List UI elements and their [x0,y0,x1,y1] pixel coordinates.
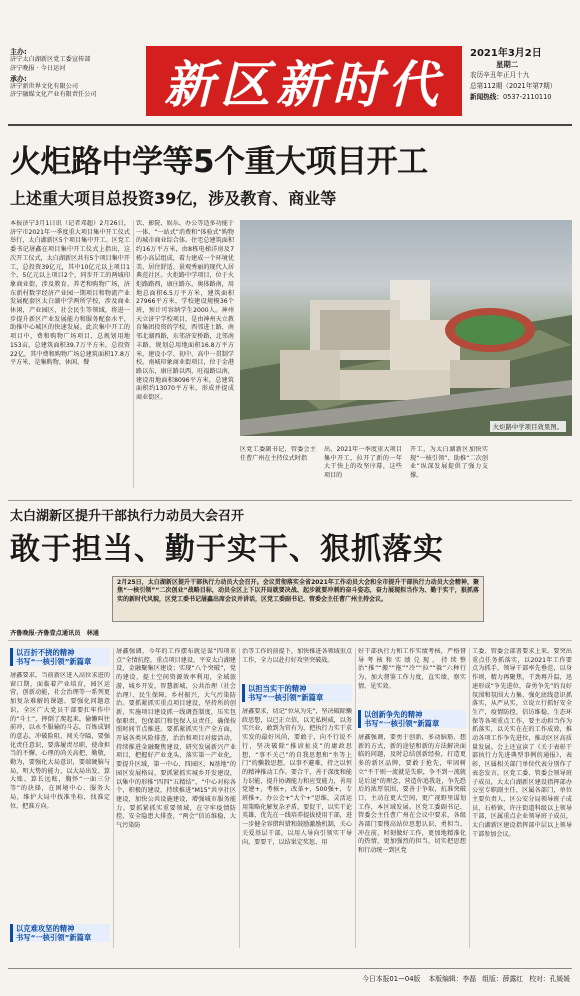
subhead-pill-1 [10,648,110,666]
footer-pages: 今日本报01—04版 [362,975,421,983]
photo-caption: 火炬路中学项目效果图。 [490,421,566,432]
column-divider [355,648,356,948]
pill-3: 以担当实干的精神 书写“一核引领”新篇章 [242,684,352,702]
sponsor-1: 济宁太白湖新区党工委宣传部 [10,56,91,64]
organizer-1: 济宁新世界文化有限公司 [10,83,79,91]
second-column-3b: 屠鑫要求，切记“位从为先”，坚决破除懒政思想，以已正立信，以无私树威，以务实兴业，敢到为官有为，把执行力实干求实发的最好风尚，要敢于，向不行说不行，坚决破除“推谚扯皮”的庸政思想，“事不关己”的自我思想和“坐等上门”的懒散思想，以事不避难，持之以恒的精神推动工作。要合干，善于深度和能力识能，提升协调能力和应变能力，善用党建+，考核+，改革+，500强+，专班推+，办公会+“大个+”思维，灵活运用策略化解复杂矛盾，要促干，以实干论英雄，优先在一线培养提拔使用干部，进一步健全容错纠错和鼓励激励机制，关心关爱基层干部，以用人导向引领实干导向，要要干，以结果定奖惩，用 [242,708,352,846]
column-divider [113,648,114,948]
issue-date: 2021年3月2日 [470,48,542,59]
issue-lunar: 农历辛丑年正月十九 [470,71,530,79]
second-headline: 敢于担当、勤于实干、狠抓落实 [10,532,444,567]
lead-subhead: 上述重大项目总投资39亿，涉及教育、商业等 [10,189,337,208]
byline-label: 齐鲁晚报·齐鲁壹点通讯员 [10,630,81,637]
hotline-number: 0537-2110110 [502,93,552,101]
byline-name: 林通 [86,630,99,637]
issue-number: 总第112期（2021年第7期） [470,82,557,90]
masthead-divider [8,124,572,126]
byline [10,630,210,638]
issue-weekday: 星期二 [496,60,519,69]
school-rendering-image [240,220,572,436]
pill-2: 以克难攻坚的精神 书写“一核引领”新篇章 [10,924,110,942]
second-column-5: 工委、管委会部署要求上来。要突出重点任务抓落实，以2021年工作要点为抓手，领导干部率先垂范，以身作则，精力再聚焦，干劲再升温，迅速形成“争先进位，奋勇争先”的良好氛围和氛围大力集，强化底线意识抓落实，从严从实，立说立行抓好安全生产，疫情防控，信访维稳，生态环保等各项重点工作，要主动担当作为抓落实，以关实在在的工作成效，推动各项工作争先进位，推动区区高质量发展。会上还宣读了《关于表彰干部执行力先进典型事例的通报》，表彰，区属相关部门单位代表分别作了表态发言。区党工委、管委会领导班子成员，大太白湖新区建设指挥部办公室专职副主任，区属各部门，单位主要负责人，区公安分局领导班子成员，石桥镇、许庄街道科级以上领导干部，区属重点企业领导班子成员，太白湖新区建设指挥部中层以上领导干部参加会议。 [472,648,572,838]
pill-4: 以创新争先的精神 书写“一核引领”新篇章 [358,710,466,728]
second-column-2: 屠鑫强调，今年的工作摆布就是谋“四项重点”全情抗控，重点项目建设、平安太白湖建设，金融聚集区建设；实现“八个突破”，党的建设，提土空间资源效率利用，全域旅游，城乡开发，智慧新城，公共治理（社会治理）、民生保障，乡村振兴，大气污染防治。要抓紧抓实重点项目建设，坚持所的创新，实施项目建设抓一线调查制度，压实包保职责，包保部门和包保人员责任，确保按照时间节点推进。要抓紧抓实生产全方面，开展各类风险排查，治治和项目对接活动，持续推进金融聚焦建设，研究发展新兴产业项目，把握好产业龙头，落实第一产业化，要提升区域，第一中心、四园区、N基地”的园区发展格局，要抓紧抓实城乡开发建设，以集中的形推“四四”五精结”，“中心对标各个，积极的建设，持续推进“M15”共享社区建设，加快公共设施建设，增强城市服务能力。要抓紧抓实重要领域，在守牢疫情防控，安全隐患大排查，“两会”信访维稳，大气污染防 [116,648,236,830]
lead-column-2: 饮、影院、娱乐、办公等适多功能于一体，“一站式”消费和“体验式”购物的城市商业综合体。住宅总建筑面积约16万平方米，由8栋电梯洋房及7栋小高层组成，着力建成一个环境优美、居住舒适、景观秀丽的现代人居典范社区。火炬路中学项目，位于火炬路路西，康庄路东，奥体路南，用地总面积6.5万平方米，建筑面积27966平方米，学校建设规模36个班，预计可容纳学生2000人。神州天立济宁学校项目，是由神州天立教育集团投资的学校，西邻进士路，南邻北湖西路，东邻济安桥路，北邻南丰路，规划总用地面积16.8万平方米，建设小学、初中、高中一贯制学校。南城印象商业街项目，位于金港路以东，康庄路以西，旺福路以南，建设用地面积8096平方米，总建筑面积约13070平方米，形成并提成商业街区。 [136,220,234,402]
school-rendering-illustration [240,220,572,436]
lead-column-5: 开工，为太白湖新区加快实现“一核引领”、助推“二次创业”纵深发展提供了强力支撑。 [410,446,488,480]
byline-divider [8,640,572,641]
footer-proof-label: 校对： [529,975,550,983]
footer-designer: 薛露红 [502,975,524,983]
issue-block [470,48,574,103]
footer-editor: 李磊 [462,975,477,983]
second-kicker: 太白湖新区提升干部执行力动员大会召开 [10,509,245,524]
second-column-1: 屠鑫要求，当前新区进入高位求进的窗口期，面临着产业培育，园区运营，创新动能，社会治理等一系列更加复杂难解的课题。要强化问题意识，全区广大党员干部要扛牢作中的“斗士”，摔倒了爬起来，偷懒叫往前冲，以永不服输的斗志，百炼成钢的意志，冲破险阻，闯关夺隘，要强化责任意识，要落履责尽职，使命担当的不懈、心理的尚关高把，勤敬，勤为，要强化大局意识，要端硬脑与局，明大势的能力，以大局出发、算大账、算长远账，胸怀“一面三分等”的抉择，在困境中心、服务大局，维护大局中找准坐标，找准定位，把准方向。 [10,672,110,810]
lead-column-3: 区党工委副书记、管委会主任曹广州在主持仪式时指 [240,446,316,462]
lead-headline: 火炬路中学等5个重大项目开工 [10,144,428,180]
masthead-title: 新区新时代 [164,55,444,114]
sponsor-block [10,48,160,100]
footer-divider [8,968,572,969]
second-column-4b: 屠鑫强调，要勇于创新，多动脑筋、想新的方式，新的途径和新的方法解决面临的问题，及时总结创新经验，打造更多的新区品牌，要敢于抢先，牢固树立“不干则一流就是失职，争不到一流就是后退”的理念，营造你追我赶，争先恐后的浓厚氛围，要善于争取，抗准突破口，主动在更大空间，更广视野里谋划工作，本区域发展。区党工委副书记，管委会主任曹广州在会议中要求，各级各部门要搜高站位思想认识，勇担当、冲在前，时刻做好工作，更加地精准化的热情，更加强烈的担当，切实把思想和行动统一到区党 [358,734,466,855]
footer-designer-label: 组版： [482,975,503,983]
subhead-pill-4 [358,710,466,728]
second-column-4: 好干部执行力和工作实绩考核，严格督导考核和实绩兑现，持续整治“推”“搬”“拖”“冷”“拉”“躲”六种行为，加大督鉴工作力度，直实绩、察实情、见实效。 [358,648,466,690]
footer-credits [362,974,570,984]
sponsor-2: 济宁晚报 · 今日运河 [10,64,66,72]
organizer-label: 承办: [10,74,27,83]
subhead-pill-3 [242,684,352,702]
subhead-pill-2 [10,924,110,942]
column-divider [469,648,470,948]
second-column-3: 治等工作的前提下，加快推进各领域重点工作，全力以赴打好攻坚突破战。 [242,648,352,664]
pill-1: 以百折不挠的精神 书写“一核引领”新篇章 [10,648,110,666]
footer-editor-label: 本版编辑： [428,975,463,983]
lead-column-4: 出，2021年一季度重大项目集中开工，拉开了新的一年大干快上的攻坚序幕，这些项目的 [324,446,402,480]
column-divider [133,220,134,488]
sponsor-label: 主办: [10,48,27,56]
lead-column-1: 本报济宁3月1日讯（记者邓超）2月26日，济宁市2021年一季度重大项目集中开工仪式举行，太白湖新区5个项目集中开工。区党工委书记屠鑫在项目集中开工仪式上指出，这次开工仪式，太白湖新区共有5个项目集中开工，总投资39亿元，其中10亿元以上项目1个、5亿元以上项目2个，同步开工的两城印象商业街，涉及教育、养老和购物广场，济东新村数字经济产业园一期项目和物流产业发展配套区太白湖中学两所学校，涉及商业休闲，产业园区，社会民生等领域，将进一步提升新区产业发展能力和服务配套水平，助推中心城区的快速发展。此次集中开工的项目中，费和购物广场项目，总规划用地153亩，总建筑面积39.7万平方米，总投资22亿，其中费和购物广场总建筑面积17.8万平方米，是集购物、休闲、餐 [10,220,130,367]
section-divider [8,500,572,501]
hotline-label: 新闻热线： [470,93,503,101]
masthead-logo [146,46,462,116]
organizer-2: 济宁融媒文化产业有限责任公司 [10,91,97,99]
second-summary: 2月25日，太白湖新区提升干部执行力动员大会召开。会议贯彻落实全省2021年工作动员大会和全市提升干部执行力动员大会精神，聚焦“一核引领”“二次创业”战略目标，动员全区上下以开局就要决战、起步就要冲刺的奋斗姿态，奋力展现担当作为、勤于实干，狠抓落实的新时代风貌，区党工委书记屠鑫出席会议并讲话，区党工委副书记、管委会主任曹广州主持会议。 [112,576,484,622]
footer-proof: 孔媛媛 [549,975,570,983]
column-divider [239,648,240,948]
